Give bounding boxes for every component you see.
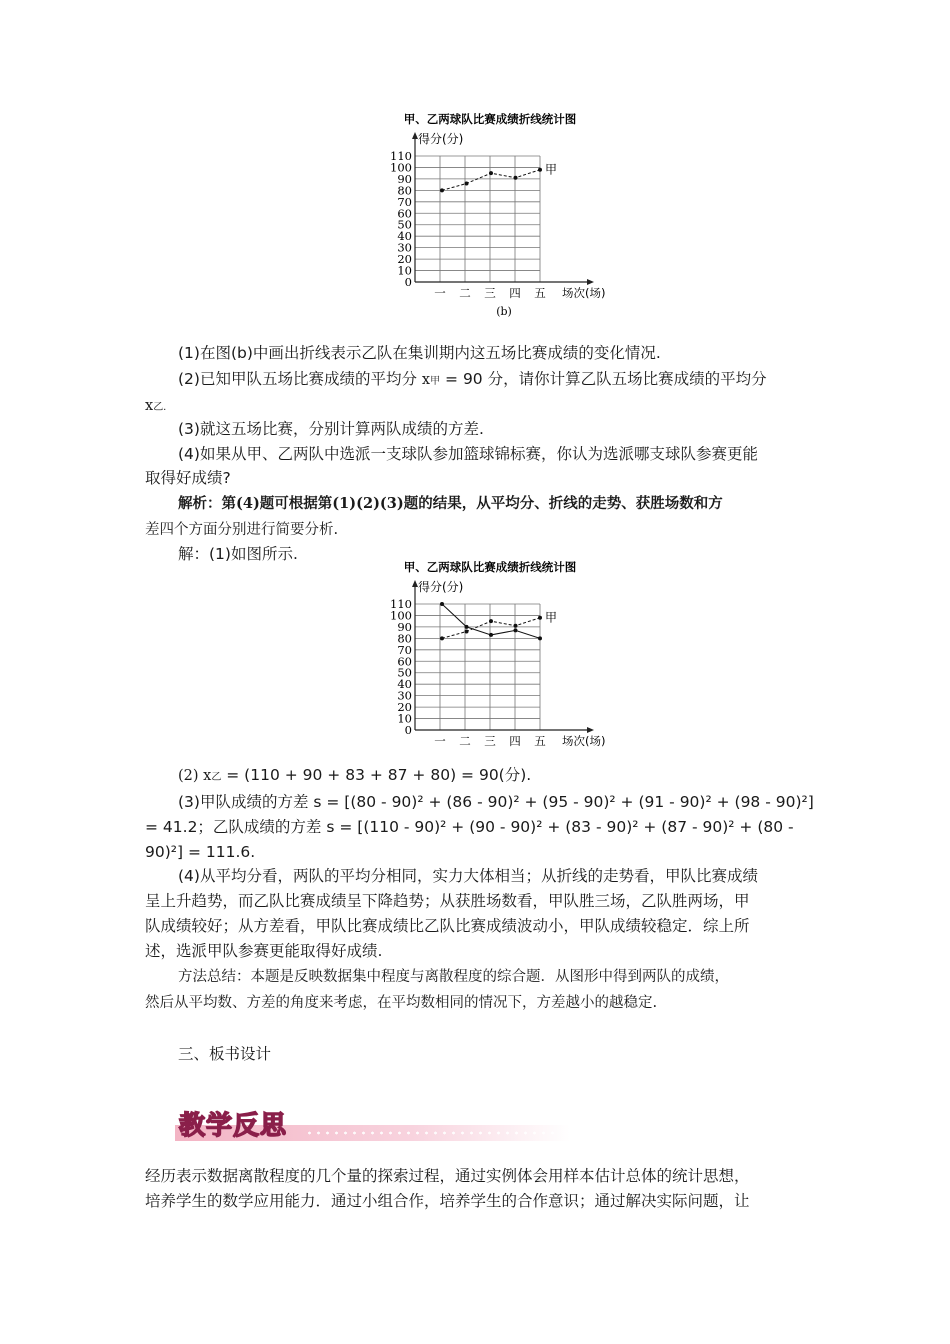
q2-text-b: = 90 分，请你计算乙队五场比赛成绩的平均分 [445,370,767,388]
data-point-甲 [538,168,542,172]
y-tick-label: 100 [390,160,412,175]
chart-solution [360,558,620,758]
solution-1: 解：(1)如图所示. [178,545,298,563]
data-point-乙 [465,625,469,629]
data-point-乙 [514,628,518,632]
sol2-x-symbol: (2) x [178,768,212,784]
x-tick-label: 二 [459,286,471,300]
y-tick-label: 10 [397,263,412,278]
q2-text-a: (2)已知甲队五场比赛成绩的平均分 [178,370,417,388]
sol2-rest: = (110 + 90 + 83 + 87 + 80) = 90(分). [226,766,532,784]
line-chart-1 [360,110,620,325]
x-axis-arrow [587,279,594,285]
reflection-line-2: 培养学生的数学应用能力．通过小组合作，培养学生的合作意识；通过解决实际问题，让 [145,1192,750,1210]
sol2-x-sub: 乙 [211,772,222,783]
data-point-甲 [514,176,518,180]
solution-3b: = 41.2；乙队成绩的方差 s = [(110 - 90)² + (90 - 90)² + (83 - 90)² + (87 - 90)² + (80 - [145,818,794,836]
section-heading-board-design: 三、板书设计 [178,1045,272,1063]
y-tick-label: 50 [397,665,412,680]
solution-4c: 队成绩较好；从方差看，甲队比赛成绩比乙队比赛成绩波动小，甲队成绩较稳定．综上所 [145,917,750,935]
y-tick-label: 50 [397,217,412,232]
data-point-乙 [538,636,542,640]
x-axis-label: 场次(场) [562,286,606,300]
solution-2 [178,763,858,790]
reflection-banner [175,1105,570,1143]
y-tick-label: 10 [397,711,412,726]
reflection-line-1: 经历表示数据离散程度的几个量的探索过程，通过实例体会用样本估计总体的统计思想， [145,1167,750,1185]
solution-3a: (3)甲队成绩的方差 s = [(80 - 90)² + (86 - 90)² + (95 - 90)² + (91 - 90)² + (98 - 90)²] [178,793,814,811]
x-tick-label: 五 [534,286,546,300]
data-point-甲 [514,624,518,628]
y-tick-label: 20 [397,252,412,267]
question-2-cont [145,393,825,420]
x-axis-label: 场次(场) [562,734,606,748]
x-tick-label: 一 [434,734,446,748]
x-tick-label: 三 [484,734,496,748]
q2-x-symbol: x [421,372,431,388]
y-tick-label: 30 [397,688,412,703]
line-chart-2 [360,558,620,758]
chart-figure-b [360,110,620,325]
x-tick-label: 一 [434,286,446,300]
y-tick-label: 0 [404,723,412,737]
question-2 [178,367,858,394]
x-tick-label: 五 [534,734,546,748]
y-tick-label: 100 [390,608,412,623]
data-point-乙 [440,602,444,606]
data-point-乙 [489,633,493,637]
analysis-text-1: 解析：第(4)题可根据第(1)(2)(3)题的结果，从平均分、折线的走势、获胜场数和方 [178,495,723,512]
question-4a: (4)如果从甲、乙两队中选派一支球队参加篮球锦标赛，你认为选派哪支球队参赛更能 [178,445,758,463]
method-summary-2: 然后从平均数、方差的角度来考虑，在平均数相同的情况下，方差越小的越稳定. [145,995,658,1011]
method-summary-1: 方法总结：本题是反映数据集中程度与离散程度的综合题．从图形中得到两队的成绩， [178,969,729,985]
y-tick-label: 110 [390,597,412,611]
analysis-line-1 [178,492,858,516]
x-axis-arrow [587,727,594,733]
banner-dots [305,1129,560,1137]
x-tick-label: 四 [509,286,521,300]
solution-4a: (4)从平均分看，两队的平均分相同，实力大体相当；从折线的走势看，甲队比赛成绩 [178,867,758,885]
data-point-甲 [538,616,542,620]
y-tick-label: 40 [397,229,412,244]
data-point-甲 [440,636,444,640]
chart-caption: (b) [496,305,512,318]
y-tick-label: 0 [404,275,412,289]
analysis-line-2: 差四个方面分别进行简要分析. [145,522,339,538]
question-1: (1)在图(b)中画出折线表示乙队在集训期内这五场比赛成绩的变化情况. [178,344,661,362]
y-tick-label: 20 [397,700,412,715]
y-tick-label: 40 [397,677,412,692]
series-label: 甲 [545,162,558,177]
data-point-甲 [465,181,469,185]
y-axis-label: 得分(分) [418,132,464,146]
y-tick-label: 110 [390,149,412,163]
y-tick-label: 60 [397,206,412,221]
x-tick-label: 二 [459,734,471,748]
q2c-x-sub: 乙. [153,402,167,413]
question-4b: 取得好成绩? [145,469,231,487]
y-tick-label: 70 [397,194,412,209]
x-tick-label: 四 [509,734,521,748]
data-point-甲 [489,619,493,623]
series-label: 甲 [545,610,558,625]
q2c-x-symbol: x [145,398,154,414]
y-tick-label: 70 [397,642,412,657]
data-point-甲 [465,629,469,633]
y-axis-label: 得分(分) [418,580,464,594]
solution-4b: 呈上升趋势，而乙队比赛成绩呈下降趋势；从获胜场数看，甲队胜三场，乙队胜两场，甲 [145,892,750,910]
data-point-甲 [489,171,493,175]
data-point-甲 [440,188,444,192]
solution-3c: 90)²] = 111.6. [145,843,256,861]
q2-x-sub: 甲 [430,376,441,387]
y-tick-label: 80 [397,631,412,646]
chart-title: 甲、乙两球队比赛成绩折线统计图 [403,112,577,126]
y-tick-label: 90 [397,619,412,634]
question-3: (3)就这五场比赛，分别计算两队成绩的方差. [178,420,484,438]
banner-title: 教学反思 [179,1111,288,1141]
y-tick-label: 90 [397,171,412,186]
y-tick-label: 60 [397,654,412,669]
solution-4d: 述，选派甲队参赛更能取得好成绩. [145,942,383,960]
x-tick-label: 三 [484,286,496,300]
y-tick-label: 80 [397,183,412,198]
y-tick-label: 30 [397,240,412,255]
chart-title: 甲、乙两球队比赛成绩折线统计图 [403,560,577,574]
